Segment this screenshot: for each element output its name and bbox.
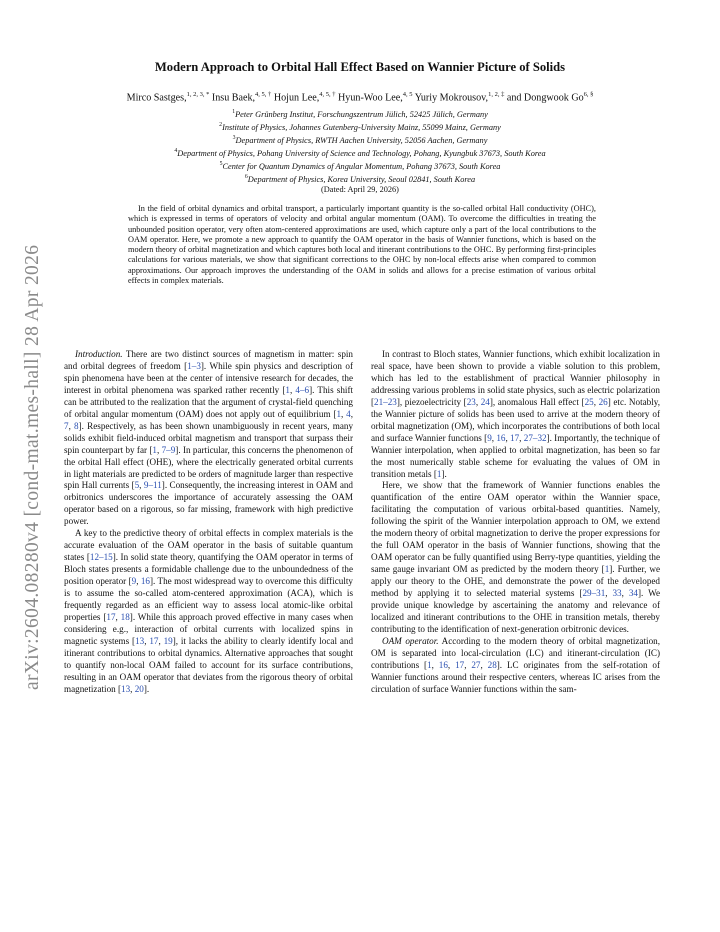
body-text: Here, we show that the framework of Wannier functions enables the quantification of the entire OAM operator within the Wannier space, facilitating the computation of various orbital-based quantities. Namely, following the spirit of the Wannier interpolation approach to OM, we extend the modern theory of orbital magnetization to derive the proper expressions for the full OAM operator in the basis of Wannier functions, showing that the OAM operator can be fully quantified using Berry-type quantities, yielding the same gauge invariant OM as predicted by the modern theory [ xyxy=(371,480,660,575)
affiliation-number: 3 xyxy=(232,135,236,142)
affiliation-number: 1 xyxy=(232,109,236,115)
author-affiliation-marker: 1, 2, ‡ xyxy=(488,91,505,98)
body-text: ], it lacks the ability to clearly identify local and itinerant contributions to orbital dynamics. Alternative approaches that sought to quantify non-local OAM failed to account for its surface contributions, resulting in an OAM operator that deviates from the rigorous theory of orbital magnetization [ xyxy=(64,635,354,694)
affiliation-text: Center for Quantum Dynamics of Angular Momentum, Pohang 37673, South Korea xyxy=(222,162,501,172)
citation-link[interactable]: 34 xyxy=(628,588,638,599)
body-text: , xyxy=(156,444,162,455)
citation-link[interactable]: 27–32 xyxy=(523,432,547,443)
body-text: A key to the predictive theory of orbital effects in complex materials is the accurate evaluation of the OAM operator in the basis of suitable quantum states [ xyxy=(64,528,353,563)
citation-link[interactable]: 28 xyxy=(487,659,497,670)
author-name: Hyun-Woo Lee, xyxy=(335,92,403,104)
affiliation-line xyxy=(60,120,660,133)
affiliation-line xyxy=(60,172,660,185)
author-affiliation-marker: 1, 2, 3, * xyxy=(186,91,210,98)
body-column-right xyxy=(371,349,660,696)
citation-link[interactable]: 1–3 xyxy=(187,360,201,371)
body-text: ]. LC originates from the self-rotation of Wannier functions around their respective centers, whereas IC arises from the circulation of surface Wannier functions within the sam- xyxy=(371,659,661,694)
body-paragraph xyxy=(371,349,660,480)
citation-link[interactable]: 33 xyxy=(612,588,622,599)
arxiv-identifier: arXiv:2604.08280v4 [cond-mat.mes-hall] 28 Apr 2026 xyxy=(22,244,43,690)
body-paragraph xyxy=(64,528,353,695)
body-paragraph xyxy=(371,636,660,696)
citation-link[interactable]: 5 xyxy=(134,480,140,491)
affiliation-number: 6 xyxy=(244,174,248,181)
citation-link[interactable]: 12–15 xyxy=(89,552,113,563)
affiliation-number: 2 xyxy=(219,122,223,129)
citation-link[interactable]: 17 xyxy=(455,659,465,670)
body-text: ]. The most widespread way to overcome this difficulty is to assume the so-called atom-centered approximation (ACA), which is frequently regarded as an efficient way to assess local atomic-like orbital properties [ xyxy=(64,576,353,622)
body-text: According to the modern theory of orbital magnetization, OM is separated into local-circulation (LC) and itinerant-circulation (IC) contributions [ xyxy=(371,635,660,670)
body-text: In contrast to Bloch states, Wannier functions, which exhibit localization in real space, have been shown to provide a viable solution to this problem, which has led to the establishment of practical Wannier philosophy in addressing various problems in solid state physics, such as electric polarization [ xyxy=(371,349,660,407)
affiliation-line xyxy=(60,146,660,159)
citation-link[interactable]: 19 xyxy=(163,635,173,646)
author-list xyxy=(40,91,680,103)
body-text: , xyxy=(136,576,141,587)
body-text: ]. Consequently, the increasing interest in OAM and orbitronics underscores the importance of accurately assessing the OAM operator based on a rigorous, so far missing, framework with high predictive power. xyxy=(64,480,353,527)
body-text: ]. Respectively, as has been shown unambiguously in recent years, many solids exhibit field-induced orbital magnetism and transport that surpass their spin counterpart by far [ xyxy=(64,420,354,455)
paper-date: (Dated: April 29, 2026) xyxy=(321,185,399,195)
body-text: , xyxy=(519,432,524,443)
body-text: , xyxy=(341,408,347,419)
body-text: , xyxy=(593,396,599,407)
citation-link[interactable]: 9 xyxy=(131,576,137,587)
body-text: , xyxy=(505,432,511,443)
citation-link[interactable]: 24 xyxy=(480,396,490,407)
section-lead: Introduction. xyxy=(75,349,123,359)
body-text: ]. xyxy=(441,468,447,479)
body-text: , xyxy=(480,659,488,670)
citation-link[interactable]: 9 xyxy=(487,432,492,443)
body-text: There are two distinct sources of magnetism in matter: spin and orbital degrees of freedom [ xyxy=(64,349,353,371)
body-text: ] etc. Notably, the Wannier picture of solids has been used to arrive at the modern theory of orbital magnetization (OM), which incorporates the contributions of both local and surface Wannier functions [ xyxy=(371,396,661,443)
citation-link[interactable]: 1 xyxy=(285,384,290,395)
author-name: Hojun Lee, xyxy=(271,92,320,104)
citation-link[interactable]: 1 xyxy=(336,408,342,419)
body-text: , xyxy=(475,396,481,407)
body-paragraph xyxy=(64,349,353,528)
body-text: ]. xyxy=(143,683,150,694)
body-text: , xyxy=(447,659,456,670)
author-name: and Dongwook Go xyxy=(504,92,584,104)
body-text: , xyxy=(491,432,497,443)
body-text: , xyxy=(621,588,629,599)
body-text: , xyxy=(289,384,296,395)
body-text: , xyxy=(68,420,75,431)
affiliation-text: Institute of Physics, Johannes Gutenberg-University Mainz, 55099 Mainz, Germany xyxy=(222,122,501,132)
affiliation-line xyxy=(60,107,660,120)
citation-link[interactable]: 23 xyxy=(466,396,476,407)
body-text: ], anomalous Hall effect [ xyxy=(489,396,585,407)
paper-title: Modern Approach to Orbital Hall Effect Based on Wannier Picture of Solids xyxy=(154,60,566,74)
body-text: , xyxy=(139,480,144,491)
citation-link[interactable]: 13 xyxy=(135,635,145,646)
citation-link[interactable]: 17 xyxy=(149,635,159,646)
body-paragraph xyxy=(371,480,660,635)
body-text: ], piezoelectricity [ xyxy=(396,396,467,407)
affiliation-line xyxy=(60,159,660,172)
author-affiliation-marker: 4, 5, † xyxy=(255,91,272,98)
affiliation-text: Peter Grünberg Institut, Forschungszentrum Jülich, 52425 Jülich, Germany xyxy=(235,109,488,119)
body-text: ]. This shift can be attributed to the realization that the argument of crystal-field quenching of orbital angular momentum (OAM) does not apply out of equilibrium [ xyxy=(64,384,354,419)
citation-link[interactable]: 4–6 xyxy=(295,384,310,395)
affiliation-number: 4 xyxy=(174,148,178,155)
citation-link[interactable]: 16 xyxy=(438,659,448,670)
body-text: , xyxy=(115,611,121,622)
citation-link[interactable]: 1 xyxy=(604,564,610,575)
section-lead: OAM operator. xyxy=(382,635,439,646)
body-text: , xyxy=(350,408,353,419)
citation-link[interactable]: 29–31 xyxy=(582,588,606,599)
citation-link[interactable]: 7–9 xyxy=(161,444,176,455)
author-name: Mirco Sastges, xyxy=(126,92,187,104)
author-name: Insu Baek, xyxy=(209,92,256,104)
citation-link[interactable]: 26 xyxy=(598,396,608,407)
citation-link[interactable]: 9–11 xyxy=(143,480,162,491)
citation-link[interactable]: 16 xyxy=(496,432,506,443)
citation-link[interactable]: 20 xyxy=(134,683,144,694)
citation-link[interactable]: 21–23 xyxy=(374,396,397,407)
citation-link[interactable]: 4 xyxy=(346,408,351,419)
citation-link[interactable]: 17 xyxy=(510,432,520,443)
citation-link[interactable]: 25 xyxy=(584,396,594,407)
affiliation-text: Department of Physics, Korea University, Seoul 02841, South Korea xyxy=(247,175,476,185)
citation-link[interactable]: 17 xyxy=(106,611,116,622)
body-text: ]. Importantly, the technique of Wannier interpolation, when applied to orbital magnetization, has been so far the most numerically stable scheme for evaluating the values of OM in transition metals [ xyxy=(371,432,661,479)
affiliation-text: Department of Physics, RWTH Aachen University, 52056 Aachen, Germany xyxy=(235,135,488,145)
affiliation-list xyxy=(60,107,660,196)
citation-link[interactable]: 7 xyxy=(64,420,69,431)
citation-link[interactable]: 1 xyxy=(436,468,442,479)
author-affiliation-marker: 4, 5 xyxy=(402,91,413,98)
affiliation-number: 5 xyxy=(219,161,223,168)
author-affiliation-marker: 6, § xyxy=(583,91,594,98)
author-affiliation-marker: 4, 5, † xyxy=(319,91,336,98)
author-name: Yuriy Mokrousov, xyxy=(412,92,489,104)
body-text: , xyxy=(130,683,135,694)
abstract: In the field of orbital dynamics and orbital transport, a particularly important quantity is the so-called orbital Hall conductivity (OHC), which is expressed in terms of operators of velocity and orbital angular momentum (OAM). To overcome the difficulties in treating the unbounded position operator, very often atom-centered approximations are used, which capture only a part of the local contributions to the OAM operator. Here, we promote a new approach to quantify the OAM operator in the basis of Wannier functions, which is based on the modern theory of orbital magnetization and which captures both local and itinerant contributions to the OHC. By performing first-principles calculations for various materials, we show that significant corrections to the OHC by non-local effects arise when compared to common approximations. Our approach improves the understanding of the OAM in solids and allows for a precise estimation of various orbital effects in complex materials. xyxy=(128,204,596,286)
body-column-left xyxy=(64,349,353,696)
citation-link[interactable]: 1 xyxy=(152,444,157,455)
citation-link[interactable]: 1 xyxy=(427,659,432,670)
affiliation-text: Department of Physics, Pohang University of Science and Technology, Pohang, Kyungbuk 37673, South Korea xyxy=(177,148,546,158)
body-text: , xyxy=(464,659,472,670)
citation-link[interactable]: 18 xyxy=(120,611,130,622)
affiliation-line xyxy=(60,133,660,146)
citation-link[interactable]: 8 xyxy=(74,420,79,431)
body-text: ]. We provide unique knowledge by ascertaining the anatomy and relevance of localized and itinerant contributions to the OHE in transition metals, thereby contributing to the identification of next-generation orbitronic devices. xyxy=(371,588,661,634)
body-text: ]. While this approach proved effective in many cases when considering e.g., interaction of orbital currents with localized spins in magnetic systems [ xyxy=(64,611,354,646)
body-text: ]. Further, we apply our theory to the OHE, and demonstrate the power of the developed method by applying it to selected material systems [ xyxy=(371,564,660,599)
citation-link[interactable]: 27 xyxy=(471,659,481,670)
citation-link[interactable]: 16 xyxy=(140,576,150,587)
body-text: , xyxy=(605,588,613,599)
body-text: , xyxy=(431,659,439,670)
body-text: ]. In solid state theory, quantifying the OAM operator in terms of Bloch states presents a formidable challenge due to the unboundedness of the position operator [ xyxy=(64,552,354,587)
body-text: ]. In particular, this concerns the phenomenon of the orbital Hall effect (OHE), where the electrically generated orbital currents in light materials are predicted to be orders of magnitude larger than respective spin Hall currents [ xyxy=(64,444,353,491)
citation-link[interactable]: 13 xyxy=(121,683,131,694)
arxiv-side-stamp xyxy=(9,200,57,690)
body-text: ]. While spin physics and description of spin phenomena have been at the center of intensive research for decades, the interest in orbital phenomena was sparked rather recently [ xyxy=(64,360,354,395)
body-text: , xyxy=(158,635,164,646)
body-text: , xyxy=(144,635,150,646)
